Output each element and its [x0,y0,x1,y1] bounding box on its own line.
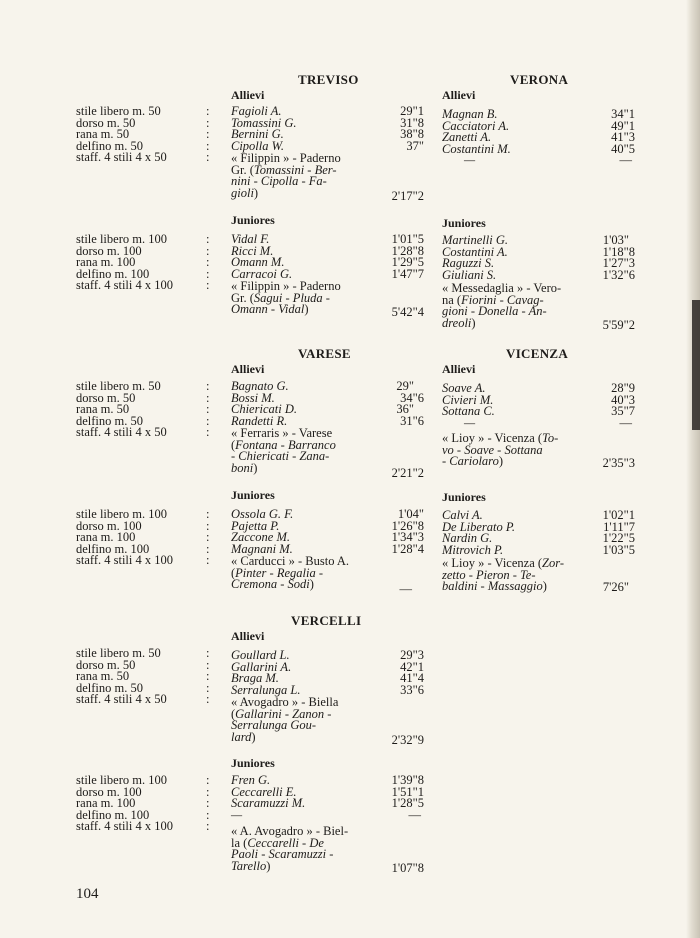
colon: : [206,553,210,568]
result-time: 40"3 [611,392,635,407]
athlete-name: Serralunga L. [231,682,301,697]
vicenza-allievi-relay [442,433,635,469]
relay-line: - Chiericati - Zana- [231,449,330,464]
event-list-juniores [76,509,173,567]
vercelli-juniores-relay [231,826,424,876]
athlete-name: Civieri M. [442,392,494,407]
athlete-name: Cipolla W. [231,138,285,153]
page-edge [686,0,700,938]
result-row [442,542,635,557]
colon-column [206,775,209,833]
colon: : [206,104,210,118]
relay-line: la (Ceccarelli - De [231,835,324,850]
relay-line: baldini - Massaggio) [442,579,547,594]
relay-line: « Lioy » - Vicenza (Zor- [442,556,565,570]
juniores-heading: Juniores [231,756,275,770]
result-time: 29"3 [400,648,424,662]
result-time: 1'18"8 [602,244,635,259]
varese-juniores-results [231,509,424,555]
team-title-varese: VARESE [298,346,351,361]
athlete-name: Bossi M. [231,390,275,405]
page-edge-shadow [692,300,700,430]
treviso-allievi-results [231,106,424,152]
result-row [442,415,635,430]
event-label: stile libero m. 100 [76,232,167,246]
event-label: delfino m. 100 [76,541,150,556]
event-label: stile libero m. 100 [76,773,167,787]
colon: : [206,692,210,707]
relay-time: 1'07"8 [391,861,424,875]
event-list-juniores [76,234,173,292]
event-label: delfino m. 100 [76,807,150,822]
relay-line: lard) [231,729,256,744]
verona-juniores-relay [442,283,635,331]
colon: : [206,530,210,545]
colon: : [206,115,210,130]
relay-line: « A. Avogadro » - Biel- [231,824,349,838]
athlete-name: Omann M. [231,255,285,270]
athlete-name: Carracoi G. [231,266,293,281]
missing-dash: — [231,807,243,822]
result-time: 1'34"3 [391,530,424,545]
event-label: stile libero m. 100 [76,507,167,521]
result-time: 1'03" [602,233,629,247]
athlete-name: Bagnato G. [231,379,289,393]
event-label: staff. 4 stili 4 x 50 [76,425,167,440]
athlete-name: Ricci M. [231,243,274,258]
allievi-heading: Allievi [442,362,476,376]
event-label: dorso m. 50 [76,657,136,672]
event-label: staff. 4 stili 4 x 50 [76,150,167,165]
event-list-allievi [76,106,167,164]
relay-line: gioli) [231,185,259,200]
event-label: staff. 4 stili 4 x 100 [76,819,173,834]
treviso-allievi-relay [231,153,424,201]
event-label: staff. 4 stili 4 x 50 [76,692,167,707]
athlete-name: Giuliani S. [442,267,497,282]
event-label: rana m. 100 [76,796,136,811]
athlete-name: Fren G. [231,773,271,787]
event-label: dorso m. 50 [76,115,136,130]
relay-time: 5'42"4 [391,305,424,319]
athlete-name: Mitrovich P. [442,542,504,557]
colon: : [206,255,210,270]
event-label: stile libero m. 50 [76,104,161,118]
athlete-name: Goullard L. [231,648,290,662]
result-time: 37" [406,138,424,153]
verona-juniores-results [442,235,635,281]
event-label: rana m. 50 [76,669,130,684]
colon: : [206,150,210,165]
result-time: 33"6 [400,682,424,697]
athlete-name: Costantini M. [442,141,511,156]
athlete-name: Magnan B. [442,107,498,121]
athlete-name: De Liberato P. [442,519,516,534]
colon-column [206,106,209,164]
athlete-name: Cacciatori A. [442,118,510,133]
varese-allievi-relay [231,428,424,478]
relay-line: boni) [231,460,258,475]
relay-line: « Filippin » - Paderno [231,279,341,293]
relay-line: Serralunga Gou- [231,718,317,733]
athlete-name: Tomassini G. [231,115,297,130]
relay-line: gioni - Donella - An- [442,304,547,319]
colon-column [206,381,209,439]
relay-line: na (Fiorini - Cavag- [442,292,544,307]
event-label: dorso m. 100 [76,518,142,533]
result-time: 42"1 [400,659,424,674]
event-label: dorso m. 100 [76,243,142,258]
colon: : [206,646,210,660]
event-label: dorso m. 100 [76,784,142,799]
result-time: 1'28"8 [391,243,424,258]
event-label: delfino m. 50 [76,138,144,153]
athlete-name: Soave A. [442,381,486,395]
event-label: delfino m. 50 [76,413,144,428]
colon-column [206,648,209,706]
relay-missing-dash: — [464,153,476,168]
relay-time: 7'26" [602,580,629,594]
result-time: 1'01"5 [391,232,424,246]
relay-line: Gr. (Sagui - Pluda - [231,290,330,305]
varese-allievi-results [231,381,424,427]
juniores-heading: Juniores [231,488,275,502]
relay-line: dreoli) [442,315,476,330]
relay-line: (Fontana - Barranco [231,437,336,452]
vercelli-juniores-results [231,775,424,821]
relay-time: 2'21"2 [391,466,424,480]
colon: : [206,402,210,417]
colon: : [206,518,210,533]
result-time: 35"7 [611,404,635,419]
event-label: dorso m. 50 [76,390,136,405]
colon: : [206,807,210,822]
event-label: stile libero m. 50 [76,646,161,660]
relay-line: « Ferraris » - Varese [231,426,333,440]
event-label: staff. 4 stili 4 x 100 [76,553,173,568]
relay-line: Paoli - Scaramuzzi - [231,847,334,862]
event-label: rana m. 100 [76,530,136,545]
event-label: stile libero m. 50 [76,379,161,393]
treviso-juniores-results [231,234,424,280]
result-time: 34"1 [611,107,635,121]
colon: : [206,541,210,556]
missing-time: — [619,415,632,430]
event-list-allievi [76,648,167,706]
event-label: staff. 4 stili 4 x 100 [76,278,173,293]
result-time: 28"9 [611,381,635,395]
colon-column [206,509,209,567]
colon-column [206,234,209,292]
relay-line: zetto - Pieron - Te- [442,567,536,582]
relay-line: Tarello) [231,858,271,873]
event-label: delfino m. 50 [76,680,144,695]
athlete-name: Ossola G. F. [231,507,294,521]
colon: : [206,266,210,281]
allievi-heading: Allievi [231,629,265,643]
athlete-name: Braga M. [231,671,279,686]
team-title-vicenza: VICENZA [506,346,569,361]
treviso-juniores-relay [231,281,424,317]
event-label: rana m. 50 [76,402,130,417]
colon: : [206,796,210,811]
result-time: 31"8 [400,115,424,130]
result-time: 29" [396,379,414,393]
relay-time: — [399,582,412,596]
colon: : [206,773,210,787]
athlete-name: Zanetti A. [442,130,492,145]
allievi-heading: Allievi [231,362,265,376]
vercelli-allievi-results [231,650,424,696]
result-time: 1'28"4 [391,541,424,556]
colon: : [206,784,210,799]
result-time: 1'39"8 [391,773,424,787]
result-time: 1'27"3 [602,256,635,271]
result-time: 1'51"1 [391,784,424,799]
athlete-name: Magnani M. [231,541,293,556]
result-time: 36" [396,402,414,417]
athlete-name: Martinelli G. [442,233,508,247]
relay-line: (Gallarini - Zanon - [231,706,332,721]
page-number: 104 [76,886,99,902]
athlete-name: Pajetta P. [231,518,280,533]
allievi-heading: Allievi [442,88,476,102]
missing-time: — [408,807,421,822]
result-row [231,798,424,810]
relay-line: Cremona - Sodi) [231,577,314,592]
result-time: 38"8 [400,127,424,142]
athlete-name: Raguzzi S. [442,256,495,271]
vicenza-juniores-results [442,510,635,556]
athlete-name: Gallarini A. [231,659,292,674]
colon: : [206,138,210,153]
relay-line: - Cariolaro) [442,454,504,469]
result-row [442,155,635,167]
vicenza-juniores-relay [442,558,635,594]
result-time: 34"6 [400,390,424,405]
colon: : [206,507,210,521]
athlete-name: Scaramuzzi M. [231,796,306,811]
juniores-heading: Juniores [442,216,486,230]
athlete-name: Sottana C. [442,404,495,419]
juniores-heading: Juniores [442,490,486,504]
colon: : [206,657,210,672]
relay-time: 5'59"2 [602,318,635,332]
verona-allievi-results [442,109,635,167]
vercelli-allievi-relay [231,697,424,747]
colon: : [206,278,210,293]
athlete-name: Costantini A. [442,244,508,259]
team-title-verona: VERONA [510,72,569,87]
relay-line: Gr. (Tomassini - Ber- [231,162,337,177]
athlete-name: Zaccone M. [231,530,291,545]
varese-juniores-relay [231,556,424,596]
athlete-name: Chiericati D. [231,402,297,417]
athlete-name: Calvi A. [442,508,483,522]
relay-line: Omann - Vidal) [231,302,309,317]
colon: : [206,425,210,440]
athlete-name: Nardin G. [442,531,493,546]
team-title-treviso: TREVISO [298,72,359,87]
colon: : [206,232,210,246]
result-time: 1'47"7 [391,266,424,281]
athlete-name: Fagioli A. [231,104,282,118]
relay-line: « Messedaglia » - Vero- [442,281,562,295]
colon: : [206,243,210,258]
athlete-name: Vidal F. [231,232,270,246]
event-label: rana m. 100 [76,255,136,270]
relay-time: 2'32"9 [391,733,424,747]
athlete-name: Bernini G. [231,127,284,142]
result-time: 41"4 [400,671,424,686]
result-row [442,267,635,282]
athlete-name: Randetti R. [231,413,288,428]
relay-line: (Pinter - Regalia - [231,565,323,580]
result-time: 1'04" [397,507,424,521]
result-time: 1'29"5 [391,255,424,270]
result-time: 40"5 [611,141,635,156]
result-time: 1'11"7 [603,519,635,534]
missing-dash: — [464,415,476,430]
colon: : [206,127,210,142]
event-list-juniores [76,775,173,833]
result-time: 49"1 [611,118,635,133]
relay-line: vo - Soave - Sottana [442,442,543,457]
result-time: 29"1 [400,104,424,118]
juniores-heading: Juniores [231,213,275,227]
colon: : [206,379,210,393]
result-time: 1'32"6 [602,267,635,282]
result-time: 41"3 [611,130,635,145]
result-time: 1'02"1 [602,508,635,522]
relay-missing-time: — [619,153,632,168]
result-row [231,807,424,822]
colon: : [206,390,210,405]
event-label: delfino m. 100 [76,266,150,281]
colon: : [206,680,210,695]
team-title-vercelli: VERCELLI [291,613,362,628]
relay-line: « Lioy » - Vicenza (To- [442,431,559,445]
event-list-allievi [76,381,167,439]
athlete-name: Ceccarelli E. [231,784,297,799]
colon: : [206,413,210,428]
result-time: 1'28"5 [391,796,424,811]
colon: : [206,669,210,684]
event-label: rana m. 50 [76,127,130,142]
relay-line: « Avogadro » - Biella [231,695,339,709]
relay-time: 2'17"2 [391,189,424,203]
result-time: 31"6 [400,413,424,428]
relay-line: « Filippin » - Paderno [231,151,341,165]
relay-line: nini - Cipolla - Fa- [231,174,327,189]
result-time: 1'22"5 [602,531,635,546]
result-time: 1'03"5 [602,542,635,557]
allievi-heading: Allievi [231,88,265,102]
relay-time: 2'35"3 [602,456,635,470]
colon: : [206,819,210,834]
vicenza-allievi-results [442,383,635,429]
relay-line: « Carducci » - Busto A. [231,554,350,568]
result-time: 1'26"8 [391,518,424,533]
